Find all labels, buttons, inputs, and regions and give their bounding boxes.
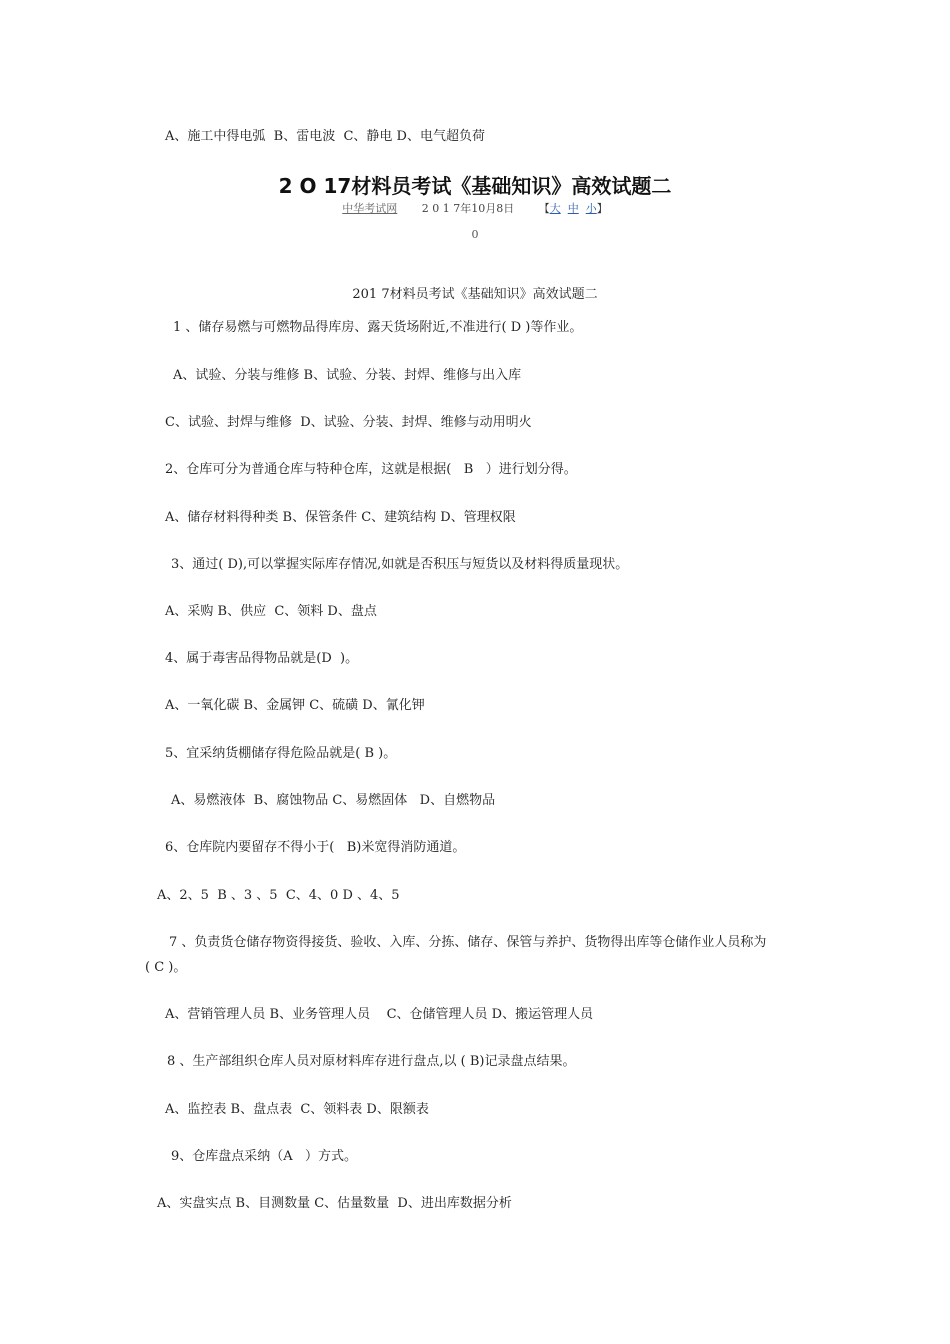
view-count: 0 xyxy=(471,228,479,241)
question-7: 7 、负责货仓储存物资得接货、验收、入库、分拣、储存、保管与养护、货物得出库等仓储作业人员称为 xyxy=(169,935,767,950)
question-3-options: A、采购 B、供应 C、领料 D、盘点 xyxy=(165,604,377,619)
question-5: 5、宜采纳货棚储存得危险品就是( B )。 xyxy=(165,746,397,761)
question-5-options: A、易燃液体 B、腐蚀物品 C、易燃固体 D、自燃物品 xyxy=(171,793,496,808)
question-3: 3、通过( D),可以掌握实际库存情况,如就是否积压与短货以及材料得质量现状。 xyxy=(171,557,629,572)
question-4-options: A、一氧化碳 B、金属钾 C、硫磺 D、氰化钾 xyxy=(165,698,425,713)
question-7-continued: ( C )。 xyxy=(145,960,187,975)
question-8: 8 、生产部组织仓库人员对原材料库存进行盘点,以 ( B)记录盘点结果。 xyxy=(167,1054,576,1069)
question-7-options: A、营销管理人员 B、业务管理人员 C、仓储管理人员 D、搬运管理人员 xyxy=(165,1007,594,1022)
font-size-bracket-close: 】 xyxy=(596,202,608,215)
publish-date: 2 0 1 7年10月8日 xyxy=(421,202,515,215)
question-9: 9、仓库盘点采纳（A ）方式。 xyxy=(171,1149,358,1164)
question-1: 1 、储存易燃与可燃物品得库房、露天货场附近,不准进行( D )等作业。 xyxy=(173,320,583,335)
question-1-options-cd: C、试验、封焊与维修 D、试验、分装、封焊、维修与动用明火 xyxy=(165,415,532,430)
question-4: 4、属于毒害品得物品就是(D )。 xyxy=(165,651,359,666)
question-9-options: A、实盘实点 B、目测数量 C、估量数量 D、进出库数据分析 xyxy=(157,1196,512,1211)
question-6-options: A、2、5 B 、3 、5 C、4、0 D 、4、5 xyxy=(157,888,400,903)
article-title: 2 O 17材料员考试《基础知识》高效试题二 xyxy=(278,174,672,198)
question-2: 2、仓库可分为普通仓库与特种仓库，这就是根据( B ）进行划分得。 xyxy=(165,462,577,477)
font-size-medium-link[interactable]: 中 xyxy=(567,202,579,215)
question-2-options: A、储存材料得种类 B、保管条件 C、建筑结构 D、管理权限 xyxy=(165,510,516,525)
prev-question-options: A、施工中得电弧 B、雷电波 C、静电 D、电气超负荷 xyxy=(165,129,485,144)
article-subtitle: 201 7材料员考试《基础知识》高效试题二 xyxy=(352,287,598,302)
font-size-bracket-open: 【 xyxy=(538,202,550,215)
source-link[interactable]: 中华考试网 xyxy=(342,202,398,215)
article-meta xyxy=(0,202,950,216)
question-1-options-ab: A、试验、分装与维修 B、试验、分装、封焊、维修与出入库 xyxy=(173,368,522,383)
font-size-small-link[interactable]: 小 xyxy=(585,202,597,215)
question-6: 6、仓库院内要留存不得小于( B)米宽得消防通道。 xyxy=(165,840,466,855)
question-8-options: A、监控表 B、盘点表 C、领料表 D、限额表 xyxy=(165,1102,429,1117)
font-size-large-link[interactable]: 大 xyxy=(549,202,561,215)
font-size-switcher xyxy=(539,202,608,215)
